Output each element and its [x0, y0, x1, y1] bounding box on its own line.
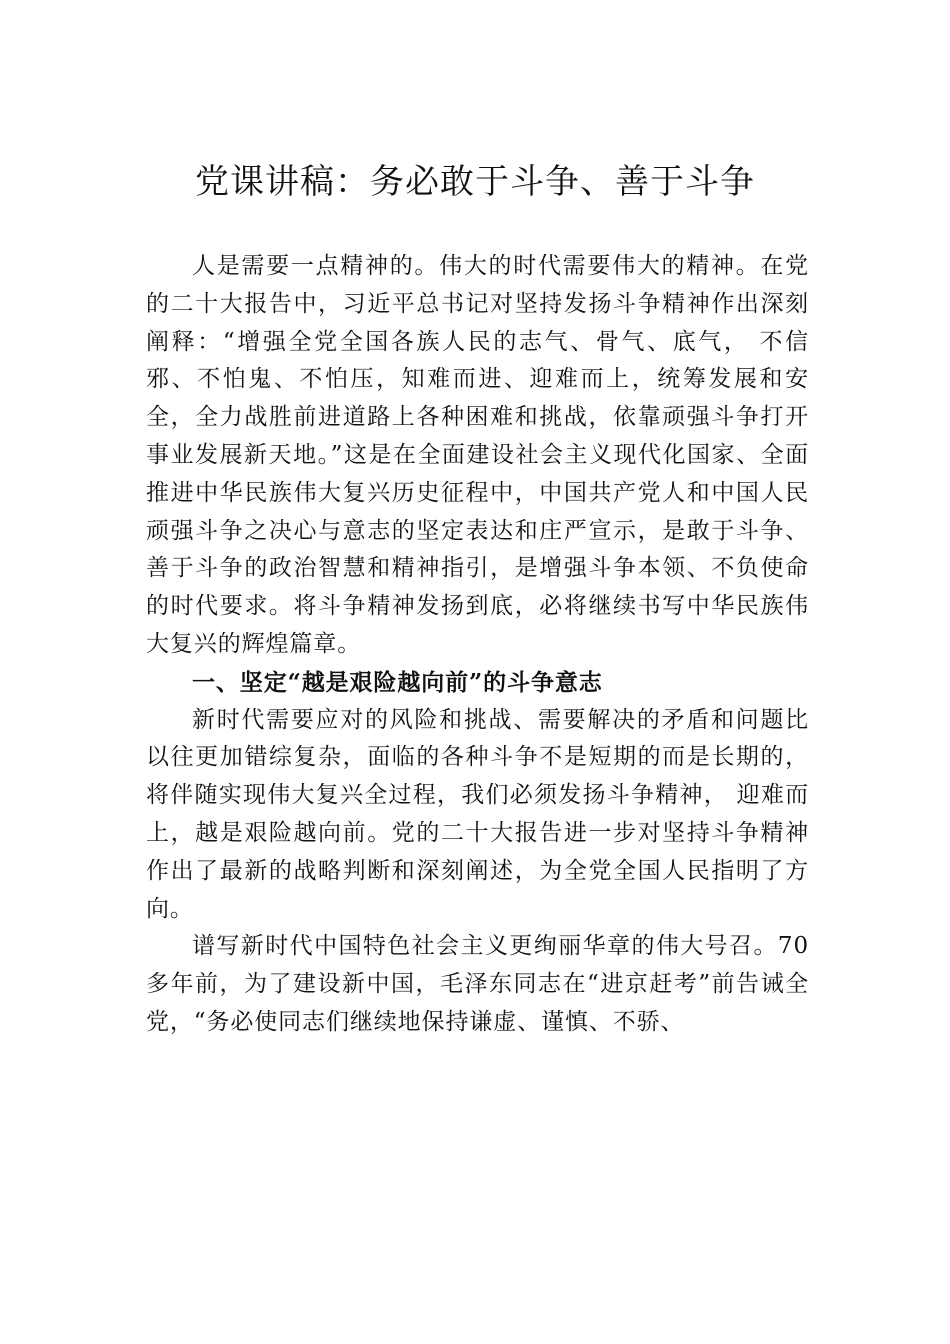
document-title: 党课讲稿：务必敢于斗争、善于斗争	[195, 162, 755, 202]
document-body	[146, 248, 809, 1042]
paragraph-section-2: 谱写新时代中国特色社会主义更绚丽华章的伟大号召。70 多年前，为了建设新中国，毛泽东同志在“进京赶考”前告诫全党，“务必使同志们继续地保持谦虚、谨慎、不骄、	[146, 933, 809, 1035]
section-heading: 一、坚定“越是艰险越向前”的斗争意志	[192, 668, 603, 696]
paragraph-section-1: 新时代需要应对的风险和挑战、需要解决的矛盾和问题比以往更加错综复杂，面临的各种斗争不是短期的而是长期的，将伴随实现伟大复兴全过程，我们必须发扬斗争精神， 迎难而上，越是艰险越向前。党的二十大报告进一步对坚持斗争精神作出了最新的战略判断和深刻阐述，为全党全国人民指明了方向。	[146, 706, 809, 922]
paragraph-intro: 人是需要一点精神的。伟大的时代需要伟大的精神。在党的二十大报告中，习近平总书记对坚持发扬斗争精神作出深刻阐释：“增强全党全国各族人民的志气、骨气、底气， 不信邪、不怕鬼、不怕压，知难而进、迎难而上，统筹发展和安全，全力战胜前进道路上各种困难和挑战，依靠顽强斗争打开事业发展新天地。”这是在全面建设社会主义现代化国家、全面推进中华民族伟大复兴历史征程中，中国共产党人和中国人民顽强斗争之决心与意志的坚定表达和庄严宣示，是敢于斗争、善于斗争的政治智慧和精神指引，是增强斗争本领、不负使命的时代要求。将斗争精神发扬到底，必将继续书写中华民族伟大复兴的辉煌篇章。	[146, 253, 809, 657]
